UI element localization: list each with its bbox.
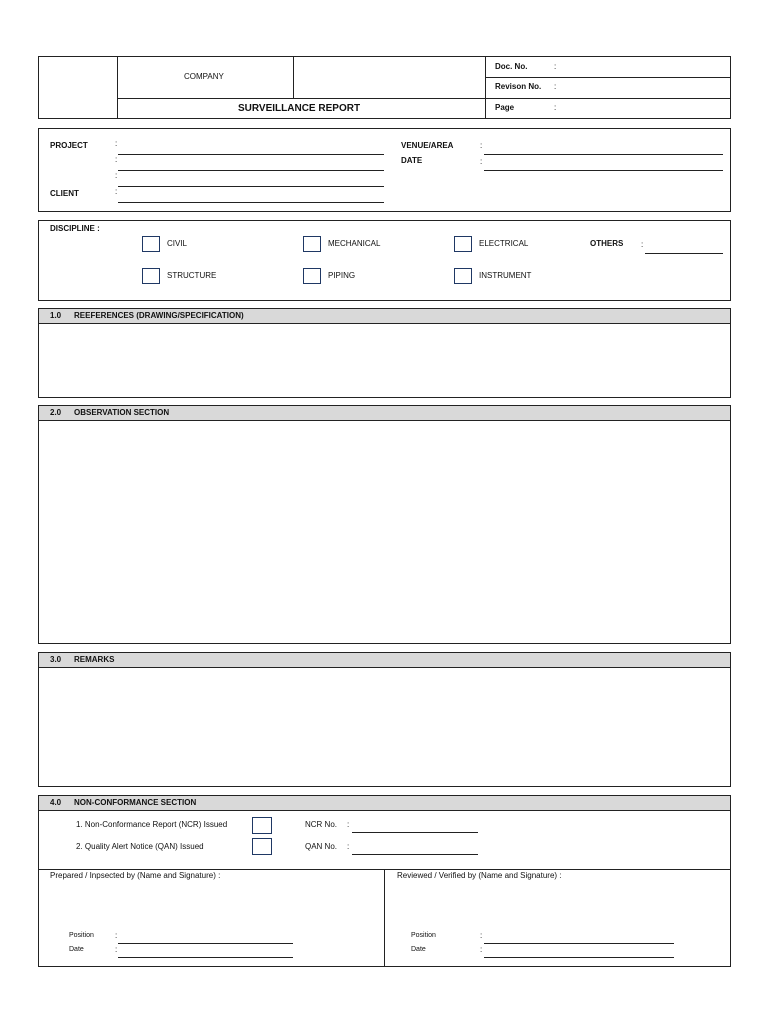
section-number: 3.0 — [50, 655, 62, 664]
instrument-label: INSTRUMENT — [479, 271, 532, 280]
company-name: COMPANY — [184, 72, 224, 81]
revision-no-label: Revison No. — [495, 82, 542, 91]
colon: : — [115, 139, 118, 148]
colon: : — [115, 945, 118, 954]
report-title: SURVEILLANCE REPORT — [238, 103, 361, 114]
section-header — [39, 653, 730, 668]
venue-field-line[interactable] — [484, 154, 723, 155]
doc-no-colon: : — [554, 62, 557, 71]
section-number: 1.0 — [50, 311, 62, 320]
colon: : — [347, 820, 350, 829]
colon: : — [480, 945, 483, 954]
references-section — [38, 308, 731, 398]
ncr-item-label: 1. Non-Conformance Report (NCR) Issued — [76, 820, 228, 829]
section-header — [39, 406, 730, 421]
reviewed-position-line[interactable] — [484, 943, 674, 944]
divider — [117, 57, 118, 119]
page-label: Page — [495, 103, 515, 112]
references-content-area[interactable] — [39, 324, 730, 397]
section-header — [39, 309, 730, 324]
electrical-label: ELECTRICAL — [479, 239, 529, 248]
page-colon: : — [554, 103, 557, 112]
ncr-no-field-line[interactable] — [352, 832, 478, 833]
reviewed-by-label: Reviewed / Verified by (Name and Signature) : — [397, 871, 562, 880]
position-label: Position — [411, 932, 436, 939]
mechanical-checkbox[interactable] — [303, 236, 321, 252]
colon: : — [115, 171, 118, 180]
divider — [485, 77, 731, 78]
qan-no-field-line[interactable] — [352, 854, 478, 855]
structure-checkbox[interactable] — [142, 268, 160, 284]
project-block — [38, 128, 731, 212]
client-label: CLIENT — [50, 189, 79, 198]
date-label: Date — [69, 946, 84, 953]
qan-item-label: 2. Quality Alert Notice (QAN) Issued — [76, 842, 204, 851]
position-label: Position — [69, 932, 94, 939]
remarks-content-area[interactable] — [39, 668, 730, 786]
discipline-block — [38, 220, 731, 301]
date-label: Date — [411, 946, 426, 953]
qan-no-label: QAN No. — [305, 842, 338, 851]
prepared-position-line[interactable] — [118, 943, 293, 944]
date-label: DATE — [401, 156, 423, 165]
client-field-line[interactable] — [118, 202, 384, 203]
divider — [485, 98, 731, 99]
colon: : — [480, 157, 483, 166]
reviewed-date-line[interactable] — [484, 957, 674, 958]
venue-label: VENUE/AREA — [401, 141, 454, 150]
observation-section — [38, 405, 731, 644]
nonconformance-section — [38, 795, 731, 967]
mechanical-label: MECHANICAL — [328, 239, 381, 248]
divider — [39, 869, 731, 870]
prepared-date-line[interactable] — [118, 957, 293, 958]
section-number: 2.0 — [50, 408, 62, 417]
client-field-line[interactable] — [118, 186, 384, 187]
colon: : — [115, 931, 118, 940]
ncr-checkbox[interactable] — [252, 817, 272, 834]
others-label: OTHERS — [590, 239, 624, 248]
ncr-no-label: NCR No. — [305, 820, 338, 829]
instrument-checkbox[interactable] — [454, 268, 472, 284]
structure-label: STRUCTURE — [167, 271, 217, 280]
prepared-by-label: Prepared / Inpsected by (Name and Signature) : — [50, 871, 221, 880]
project-label: PROJECT — [50, 141, 88, 150]
project-field-line[interactable] — [118, 154, 384, 155]
colon: : — [115, 187, 118, 196]
colon: : — [347, 842, 350, 851]
date-field-line[interactable] — [484, 170, 723, 171]
section-title: REEFERENCES (DRAWING/SPECIFICATION) — [74, 311, 244, 320]
divider — [117, 98, 485, 99]
revision-no-colon: : — [554, 82, 557, 91]
project-field-line[interactable] — [118, 170, 384, 171]
colon: : — [115, 155, 118, 164]
electrical-checkbox[interactable] — [454, 236, 472, 252]
section-title: REMARKS — [74, 655, 115, 664]
piping-checkbox[interactable] — [303, 268, 321, 284]
section-header — [39, 796, 730, 811]
doc-no-label: Doc. No. — [495, 62, 528, 71]
colon: : — [480, 931, 483, 940]
qan-checkbox[interactable] — [252, 838, 272, 855]
divider — [485, 57, 486, 119]
civil-checkbox[interactable] — [142, 236, 160, 252]
header-block — [38, 56, 731, 119]
section-number: 4.0 — [50, 798, 62, 807]
colon: : — [641, 240, 644, 249]
civil-label: CIVIL — [167, 239, 188, 248]
remarks-section — [38, 652, 731, 787]
piping-label: PIPING — [328, 271, 356, 280]
divider — [384, 869, 385, 967]
section-title: OBSERVATION SECTION — [74, 408, 170, 417]
others-field-line[interactable] — [645, 253, 723, 254]
observation-content-area[interactable] — [39, 421, 730, 643]
colon: : — [480, 141, 483, 150]
divider — [293, 57, 294, 98]
discipline-label: DISCIPLINE : — [50, 224, 100, 233]
section-title: NON-CONFORMANCE SECTION — [74, 798, 197, 807]
